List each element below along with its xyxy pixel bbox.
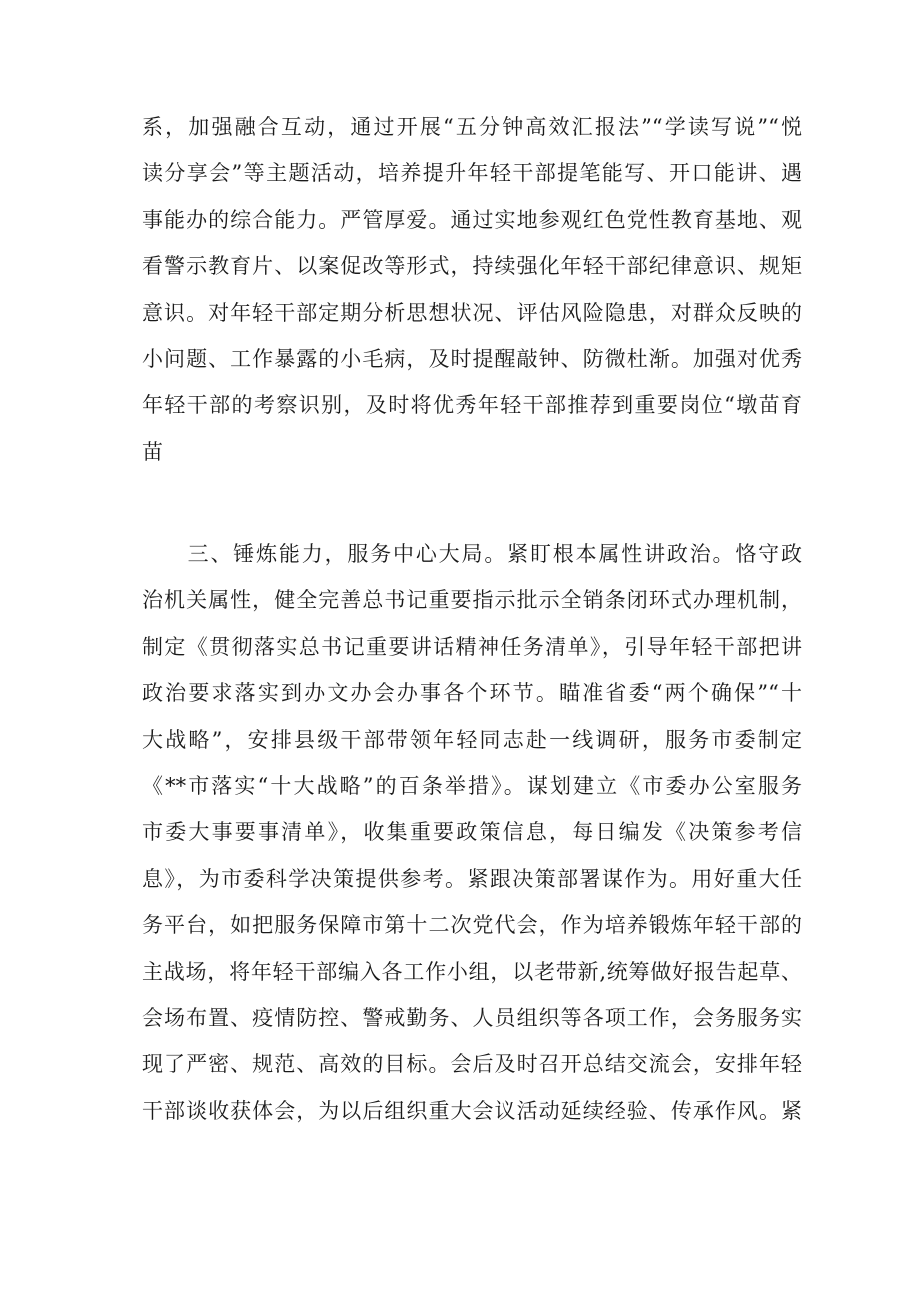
text-line: 苗 bbox=[142, 439, 163, 464]
text-line: 大战略”，安排县级干部带领年轻同志赴一线调研，服务市委制定 bbox=[142, 727, 802, 752]
text-line: 制定《贯彻落实总书记重要讲话精神任务清单》，引导年轻干部把讲 bbox=[142, 634, 802, 659]
text-line: 看警示教育片、以案促改等形式，持续强化年轻干部纪律意识、规矩 bbox=[142, 254, 802, 279]
text-line: 务平台，如把服务保障市第十二次党代会，作为培养锻炼年轻干部的 bbox=[142, 913, 802, 938]
text-line: 《**市落实“十大战略”的百条举措》。谋划建立《市委办公室服务 bbox=[142, 773, 802, 798]
text-line: 干部谈收获体会，为以后组织重大会议活动延续经验、传承作风。紧 bbox=[142, 1098, 802, 1123]
text-line: 现了严密、规范、高效的目标。会后及时召开总结交流会，安排年轻 bbox=[142, 1052, 802, 1077]
text-line: 三、锤炼能力，服务中心大局。紧盯根本属性讲政治。恪守政 bbox=[142, 542, 802, 566]
text-line: 会场布置、疫情防控、警戒勤务、人员组织等各项工作，会务服务实 bbox=[142, 1005, 802, 1030]
text-line: 读分享会”等主题活动，培养提升年轻干部提笔能写、开口能讲、遇 bbox=[142, 161, 802, 186]
text-line: 主战场，将年轻干部编入各工作小组，以老带新,统筹做好报告起草、 bbox=[142, 959, 802, 984]
text-line: 意识。对年轻干部定期分析思想状况、评估风险隐患，对群众反映的 bbox=[142, 300, 802, 325]
text-line: 事能办的综合能力。严管厚爱。通过实地参观红色党性教育基地、观 bbox=[142, 207, 802, 232]
text-line: 治机关属性，健全完善总书记重要指示批示全销条闭环式办理机制， bbox=[142, 588, 802, 613]
text-line: 系，加强融合互动，通过开展“五分钟高效汇报法”“学读写说”“悦 bbox=[142, 115, 802, 139]
paragraph-2 bbox=[142, 531, 802, 1134]
paragraph-1 bbox=[142, 104, 802, 475]
text-line: 息》，为市委科学决策提供参考。紧跟决策部署谋作为。用好重大任 bbox=[142, 866, 802, 891]
text-line: 年轻干部的考察识别，及时将优秀年轻干部推荐到重要岗位“墩苗育 bbox=[142, 393, 802, 418]
text-line: 政治要求落实到办文办会办事各个环节。瞄准省委“两个确保”“十 bbox=[142, 681, 802, 706]
text-line: 市委大事要事清单》，收集重要政策信息，每日编发《决策参考信 bbox=[142, 820, 802, 845]
text-line: 小问题、工作暴露的小毛病，及时提醒敲钟、防微杜渐。加强对优秀 bbox=[142, 346, 802, 371]
